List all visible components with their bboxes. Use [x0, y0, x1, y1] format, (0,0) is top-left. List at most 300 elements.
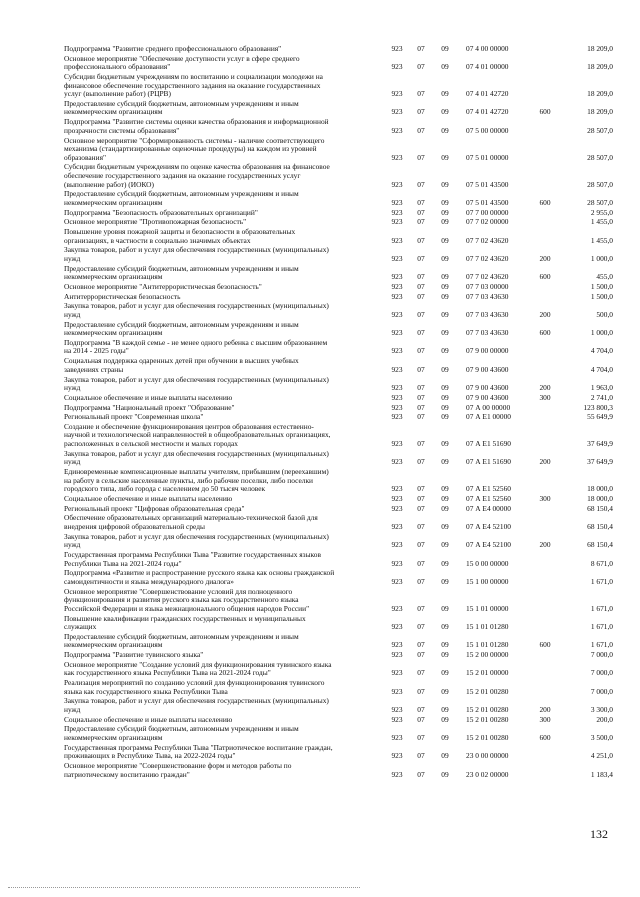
- amount: 1 671,0: [590, 640, 613, 650]
- section-code: 07: [417, 197, 425, 207]
- amount: 3 500,0: [590, 732, 613, 742]
- row-description: [64, 744, 382, 761]
- amount: 1 671,0: [590, 576, 613, 586]
- admin-code: 923: [391, 197, 403, 207]
- description-line: Обеспечение образовательных организаций материально-технической базой для: [64, 514, 318, 523]
- amount: 1 000,0: [590, 328, 613, 338]
- amount: 28 507,0: [587, 152, 613, 162]
- row-description: [64, 633, 382, 650]
- description-line: услуг (выполнение работ) (РЦРВ): [64, 90, 171, 99]
- section-code: 07: [417, 89, 425, 99]
- table-row: [0, 533, 640, 550]
- row-description: [64, 73, 382, 99]
- table-row: [0, 495, 640, 504]
- description-line: Основное мероприятие "Создание условий для функционирования тувинского языка: [64, 660, 332, 669]
- section-code: 07: [417, 686, 425, 696]
- section-code: 07: [417, 558, 425, 568]
- admin-code: 923: [391, 503, 403, 513]
- description-line: Повышение уровня пожарной защиты и безопасности в образовательных: [64, 228, 296, 236]
- subsection-code: 09: [441, 769, 449, 779]
- section-code: 07: [417, 732, 425, 742]
- description-line: Субсидии бюджетным учреждениям по оценке качества образования на финансовое: [64, 163, 330, 172]
- description-line: Социальное обеспечение и иные выплаты населению: [64, 393, 233, 402]
- description-line: Основное мероприятие "Антитеррористическая безопасность": [64, 282, 262, 291]
- row-description: [64, 679, 382, 696]
- target-article: 07 5 00 00000: [466, 125, 509, 135]
- row-description: [64, 209, 382, 218]
- section-code: 07: [417, 383, 425, 393]
- section-code: 07: [417, 704, 425, 714]
- description-line: Подпрограмма «Развитие и распространение русского языка как основы гражданской: [64, 569, 335, 578]
- description-line: Основное мероприятие "Совершенствование форм и методов работы по: [64, 762, 292, 770]
- target-article: 07 5 01 43500: [466, 197, 509, 207]
- subsection-code: 09: [441, 44, 449, 53]
- subsection-code: 09: [441, 152, 449, 162]
- expense-type: 200: [539, 457, 551, 467]
- amount: 68 150,4: [587, 540, 613, 550]
- expense-type: 600: [539, 197, 551, 207]
- description-line: внедрения цифровой образовательной среды: [64, 522, 205, 531]
- table-row: [0, 404, 640, 413]
- description-line: нужд: [64, 384, 81, 393]
- row-description: [64, 163, 382, 189]
- description-line: Социальное обеспечение и иные выплаты населению: [64, 715, 233, 724]
- description-line: Закупка товаров, работ и услуг для обеспечения государственных (муниципальных): [64, 697, 329, 706]
- target-article: 07 А Е1 51690: [466, 457, 511, 467]
- subsection-code: 09: [441, 125, 449, 135]
- table-row: [0, 423, 640, 449]
- row-description: [64, 118, 382, 135]
- table-row: [0, 55, 640, 72]
- subsection-code: 09: [441, 364, 449, 374]
- section-code: 07: [417, 457, 425, 467]
- admin-code: 923: [391, 253, 403, 263]
- description-line: Предоставление субсидий бюджетным, автономным учреждениям и иным: [64, 725, 299, 734]
- subsection-code: 09: [441, 281, 449, 291]
- subsection-code: 09: [441, 521, 449, 531]
- amount: 1 183,4: [590, 769, 613, 779]
- target-article: 15 2 01 00280: [466, 686, 509, 696]
- amount: 18 209,0: [587, 107, 613, 117]
- row-description: [64, 697, 382, 714]
- amount: 68 150,4: [587, 503, 613, 513]
- table-row: [0, 762, 640, 779]
- description-line: некоммерческим организациям: [64, 329, 163, 338]
- row-description: [64, 450, 382, 467]
- amount: 28 507,0: [587, 179, 613, 189]
- description-line: Антитеррористическая безопасность: [64, 292, 181, 301]
- admin-code: 923: [391, 439, 403, 449]
- target-article: 07 7 03 43630: [466, 309, 509, 319]
- target-article: 07 7 02 00000: [466, 217, 509, 227]
- amount: 1 500,0: [590, 281, 613, 291]
- section-code: 07: [417, 346, 425, 356]
- description-line: механизма (стандартизированные оценочные процедуры) на каждом из уровней: [64, 145, 317, 154]
- section-code: 07: [417, 751, 425, 761]
- description-line: Создание и обеспечение функционирования центров образования естественно-: [64, 422, 314, 431]
- section-code: 07: [417, 328, 425, 338]
- expense-type: 600: [539, 107, 551, 117]
- expense-type: 600: [539, 640, 551, 650]
- section-code: 07: [417, 44, 425, 53]
- description-line: как государственного языка Республики Тыва на 2021-2024 годы": [64, 669, 271, 678]
- row-description: [64, 404, 382, 413]
- table-row: [0, 293, 640, 302]
- target-article: 07 9 00 00000: [466, 346, 509, 356]
- row-description: [64, 533, 382, 550]
- target-article: 07 7 02 43620: [466, 253, 509, 263]
- table-row: [0, 190, 640, 207]
- description-line: Предоставление субсидий бюджетным, автономным учреждениям и иным: [64, 264, 299, 273]
- description-line: Подпрограмма "Безопасность образовательных организаций": [64, 208, 258, 217]
- amount: 3 300,0: [590, 704, 613, 714]
- admin-code: 923: [391, 714, 403, 724]
- subsection-code: 09: [441, 484, 449, 494]
- table-row: [0, 744, 640, 761]
- section-code: 07: [417, 364, 425, 374]
- row-description: [64, 321, 382, 338]
- subsection-code: 09: [441, 751, 449, 761]
- description-line: нужд: [64, 254, 81, 263]
- admin-code: 923: [391, 291, 403, 301]
- section-code: 07: [417, 540, 425, 550]
- admin-code: 923: [391, 412, 403, 422]
- subsection-code: 09: [441, 402, 449, 412]
- admin-code: 923: [391, 89, 403, 99]
- amount: 18 209,0: [587, 62, 613, 72]
- amount: 200,0: [596, 714, 613, 724]
- table-row: [0, 468, 640, 494]
- admin-code: 923: [391, 364, 403, 374]
- target-article: 07 9 00 43600: [466, 383, 509, 393]
- target-article: 15 1 00 00000: [466, 576, 509, 586]
- row-description: [64, 514, 382, 531]
- description-line: некоммерческим организациям: [64, 273, 163, 282]
- target-article: 15 1 01 01280: [466, 640, 509, 650]
- admin-code: 923: [391, 668, 403, 678]
- target-article: 15 2 00 00000: [466, 650, 509, 660]
- description-line: Социальное обеспечение и иные выплаты населению: [64, 495, 233, 503]
- row-description: [64, 218, 382, 227]
- amount: 18 209,0: [587, 44, 613, 53]
- description-line: Предоставление субсидий бюджетным, автономным учреждениям и иным: [64, 320, 299, 329]
- section-code: 07: [417, 650, 425, 660]
- amount: 55 649,9: [587, 412, 613, 422]
- subsection-code: 09: [441, 503, 449, 513]
- subsection-code: 09: [441, 235, 449, 245]
- admin-code: 923: [391, 603, 403, 613]
- amount: 37 649,9: [587, 457, 613, 467]
- description-line: некоммерческим организациям: [64, 108, 163, 117]
- description-line: Повышение квалификации гражданских государственных и муниципальных: [64, 614, 306, 623]
- amount: 1 500,0: [590, 291, 613, 301]
- table-row: [0, 551, 640, 568]
- admin-code: 923: [391, 207, 403, 217]
- description-line: Реализация мероприятий по созданию условий для функционирования тувинского: [64, 679, 325, 688]
- amount: 1 671,0: [590, 603, 613, 613]
- page-number: 132: [590, 827, 608, 841]
- target-article: 15 0 00 00000: [466, 558, 509, 568]
- admin-code: 923: [391, 769, 403, 779]
- subsection-code: 09: [441, 346, 449, 356]
- target-article: 07 4 00 00000: [466, 44, 509, 53]
- subsection-code: 09: [441, 603, 449, 613]
- description-line: городского типа, либо города с населением до 50 тысяч человек: [64, 485, 266, 494]
- row-description: [64, 468, 382, 494]
- row-description: [64, 615, 382, 632]
- expense-type: 200: [539, 309, 551, 319]
- table-row: [0, 45, 640, 54]
- section-code: 07: [417, 439, 425, 449]
- description-line: функционирования и развития русского языка как государственного языка: [64, 596, 299, 605]
- target-article: 15 2 01 00280: [466, 714, 509, 724]
- description-line: прозрачности системы образования": [64, 126, 180, 135]
- description-line: языка как государственного языка Республики Тыва: [64, 687, 228, 696]
- description-line: нужд: [64, 310, 81, 319]
- admin-code: 923: [391, 751, 403, 761]
- target-article: 23 0 00 00000: [466, 751, 509, 761]
- admin-code: 923: [391, 704, 403, 714]
- description-line: патриотическому воспитанию граждан": [64, 770, 190, 779]
- subsection-code: 09: [441, 650, 449, 660]
- table-row: [0, 246, 640, 263]
- row-description: [64, 357, 382, 374]
- admin-code: 923: [391, 152, 403, 162]
- description-line: заведениях страны: [64, 365, 124, 374]
- expense-type: 300: [539, 494, 551, 503]
- table-row: [0, 118, 640, 135]
- section-code: 07: [417, 392, 425, 402]
- description-line: профессионального образования": [64, 63, 171, 72]
- amount: 18 000,0: [587, 484, 613, 494]
- description-line: Единовременные компенсационные выплаты учителям, прибывшим (переехавшим): [64, 468, 329, 477]
- subsection-code: 09: [441, 704, 449, 714]
- description-line: Подпрограмма "Развитие системы оценки качества образования и информационной: [64, 118, 329, 127]
- admin-code: 923: [391, 281, 403, 291]
- description-line: Подпрограмма "Развитие тувинского языка": [64, 651, 204, 660]
- admin-code: 923: [391, 640, 403, 650]
- description-line: служащих: [64, 623, 97, 632]
- admin-code: 923: [391, 328, 403, 338]
- amount: 2 955,0: [590, 207, 613, 217]
- subsection-code: 09: [441, 732, 449, 742]
- target-article: 07 5 01 00000: [466, 152, 509, 162]
- table-row: [0, 505, 640, 514]
- subsection-code: 09: [441, 179, 449, 189]
- section-code: 07: [417, 62, 425, 72]
- expense-type: 200: [539, 383, 551, 393]
- section-code: 07: [417, 281, 425, 291]
- table-row: [0, 137, 640, 163]
- row-description: [64, 661, 382, 678]
- description-line: нужд: [64, 541, 81, 550]
- subsection-code: 09: [441, 392, 449, 402]
- subsection-code: 09: [441, 576, 449, 586]
- table-row: [0, 394, 640, 403]
- table-row: [0, 357, 640, 374]
- table-row: [0, 163, 640, 189]
- subsection-code: 09: [441, 439, 449, 449]
- row-description: [64, 588, 382, 614]
- expense-type: 200: [539, 540, 551, 550]
- admin-code: 923: [391, 576, 403, 586]
- admin-code: 923: [391, 540, 403, 550]
- description-line: Закупка товаров, работ и услуг для обеспечения государственных (муниципальных): [64, 302, 329, 311]
- row-description: [64, 228, 382, 245]
- admin-code: 923: [391, 558, 403, 568]
- target-article: 15 1 01 01280: [466, 622, 509, 632]
- admin-code: 923: [391, 383, 403, 393]
- description-line: Основное мероприятие "Сформированность системы - наличие соответствующего: [64, 136, 325, 145]
- subsection-code: 09: [441, 668, 449, 678]
- admin-code: 923: [391, 346, 403, 356]
- admin-code: 923: [391, 622, 403, 632]
- subsection-code: 09: [441, 686, 449, 696]
- description-line: Российской Федерации и языка межнационального общения народов России": [64, 604, 310, 613]
- admin-code: 923: [391, 686, 403, 696]
- section-code: 07: [417, 179, 425, 189]
- row-description: [64, 551, 382, 568]
- amount: 37 649,9: [587, 439, 613, 449]
- target-article: 23 0 02 00000: [466, 769, 509, 779]
- section-code: 07: [417, 125, 425, 135]
- table-row: [0, 100, 640, 117]
- target-article: 07 4 01 00000: [466, 62, 509, 72]
- row-description: [64, 651, 382, 660]
- description-line: некоммерческим организациям: [64, 641, 163, 650]
- target-article: 07 7 00 00000: [466, 207, 509, 217]
- amount: 123 800,3: [583, 402, 613, 412]
- section-code: 07: [417, 503, 425, 513]
- admin-code: 923: [391, 402, 403, 412]
- admin-code: 923: [391, 650, 403, 660]
- target-article: 07 5 01 43500: [466, 179, 509, 189]
- description-line: Основное мероприятие "Обеспечение доступности услуг в сфере среднего: [64, 54, 300, 63]
- target-article: 07 А Е1 52560: [466, 494, 511, 503]
- expense-type: 200: [539, 704, 551, 714]
- description-line: Государственная программа Республики Тыва "Развитие государственных языков: [64, 551, 321, 559]
- description-line: проживающих в Республике Тыва, на 2022-2024 годы": [64, 752, 236, 761]
- table-row: [0, 679, 640, 696]
- table-row: [0, 514, 640, 531]
- description-line: обеспечение государственного задания на оказание государственных услуг: [64, 171, 301, 180]
- description-line: некоммерческим организациям: [64, 198, 163, 207]
- table-row: [0, 283, 640, 292]
- section-code: 07: [417, 494, 425, 503]
- amount: 8 671,0: [590, 558, 613, 568]
- target-article: 07 7 02 43620: [466, 272, 509, 282]
- section-code: 07: [417, 640, 425, 650]
- subsection-code: 09: [441, 89, 449, 99]
- description-line: образования": [64, 153, 107, 162]
- expense-type: 300: [539, 392, 551, 402]
- amount: 18 209,0: [587, 89, 613, 99]
- row-description: [64, 495, 382, 504]
- table-row: [0, 651, 640, 660]
- subsection-code: 09: [441, 197, 449, 207]
- description-line: Предоставление субсидий бюджетным, автономным учреждениям и иным: [64, 190, 299, 199]
- subsection-code: 09: [441, 640, 449, 650]
- section-code: 07: [417, 291, 425, 301]
- subsection-code: 09: [441, 412, 449, 422]
- description-line: организациях, в частности в социально значимых объектах: [64, 236, 251, 245]
- row-description: [64, 505, 382, 514]
- admin-code: 923: [391, 235, 403, 245]
- table-row: [0, 615, 640, 632]
- table-row: [0, 321, 640, 338]
- target-article: 07 А Е4 00000: [466, 503, 511, 513]
- section-code: 07: [417, 402, 425, 412]
- subsection-code: 09: [441, 291, 449, 301]
- admin-code: 923: [391, 309, 403, 319]
- amount: 1 455,0: [590, 217, 613, 227]
- description-line: Основное мероприятие "Совершенствование условий для полноценного: [64, 587, 293, 596]
- expense-type: 600: [539, 328, 551, 338]
- description-line: Закупка товаров, работ и услуг для обеспечения государственных (муниципальных): [64, 532, 329, 541]
- amount: 1 671,0: [590, 622, 613, 632]
- description-line: Региональный проект "Цифровая образовательная среда": [64, 504, 245, 513]
- row-description: [64, 569, 382, 586]
- target-article: 07 9 00 43600: [466, 364, 509, 374]
- row-description: [64, 55, 382, 72]
- row-description: [64, 190, 382, 207]
- section-code: 07: [417, 668, 425, 678]
- row-description: [64, 246, 382, 263]
- description-line: самоидентичности и языка международного диалога»: [64, 577, 234, 586]
- target-article: 07 4 01 42720: [466, 89, 509, 99]
- section-code: 07: [417, 622, 425, 632]
- description-line: Государственная программа Республики Тыва "Патриотическое воспитание граждан,: [64, 743, 333, 752]
- description-line: Основное мероприятие "Противопожарная безопасность": [64, 218, 247, 227]
- table-row: [0, 265, 640, 282]
- admin-code: 923: [391, 217, 403, 227]
- description-line: Предоставление субсидий бюджетным, автономным учреждениям и иным: [64, 99, 299, 108]
- admin-code: 923: [391, 457, 403, 467]
- section-code: 07: [417, 412, 425, 422]
- table-row: [0, 209, 640, 218]
- subsection-code: 09: [441, 217, 449, 227]
- amount: 18 000,0: [587, 494, 613, 503]
- section-code: 07: [417, 484, 425, 494]
- description-line: Социальная поддержка одаренных детей при обучении в высших учебных: [64, 357, 299, 366]
- table-row: [0, 228, 640, 245]
- description-line: финансовое обеспечение государственного задания на оказание государственных: [64, 81, 321, 90]
- target-article: 07 А Е1 00000: [466, 412, 511, 422]
- subsection-code: 09: [441, 714, 449, 724]
- subsection-code: 09: [441, 494, 449, 503]
- target-article: 07 А Е4 52100: [466, 540, 511, 550]
- table-row: [0, 697, 640, 714]
- row-description: [64, 302, 382, 319]
- row-description: [64, 423, 382, 449]
- admin-code: 923: [391, 272, 403, 282]
- description-line: Предоставление субсидий бюджетным, автономным учреждениям и иным: [64, 632, 299, 641]
- section-code: 07: [417, 217, 425, 227]
- section-code: 07: [417, 107, 425, 117]
- row-description: [64, 413, 382, 422]
- section-code: 07: [417, 576, 425, 586]
- admin-code: 923: [391, 484, 403, 494]
- admin-code: 923: [391, 494, 403, 503]
- admin-code: 923: [391, 62, 403, 72]
- row-description: [64, 283, 382, 292]
- subsection-code: 09: [441, 457, 449, 467]
- amount: 7 000,0: [590, 686, 613, 696]
- section-code: 07: [417, 253, 425, 263]
- target-article: 07 7 03 00000: [466, 281, 509, 291]
- amount: 1 455,0: [590, 235, 613, 245]
- subsection-code: 09: [441, 622, 449, 632]
